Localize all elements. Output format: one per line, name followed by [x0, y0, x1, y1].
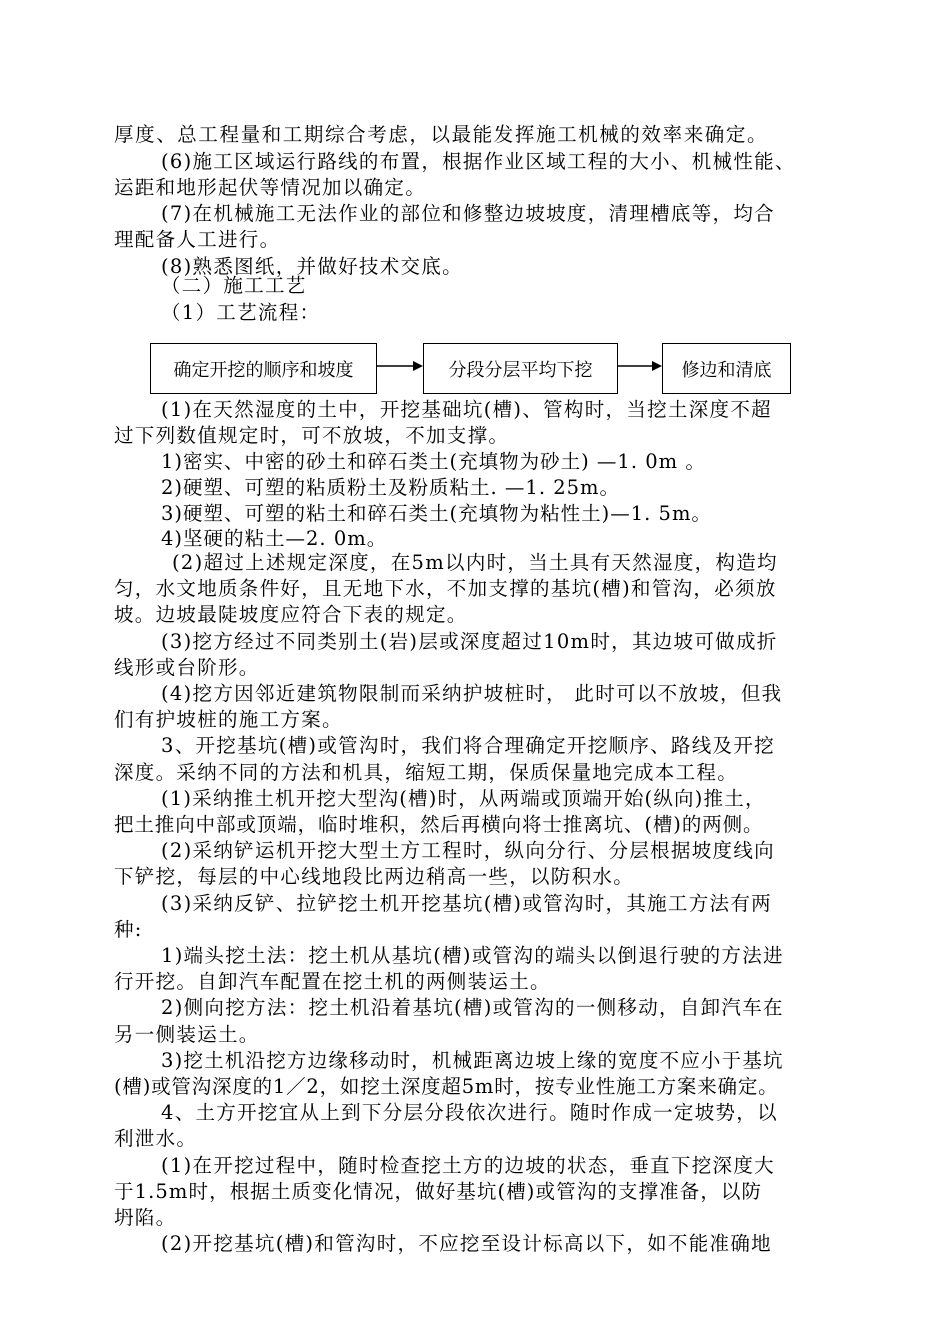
paragraph-line: 3)硬塑、可塑的粘土和碎石类土(充填物为粘性土)—1. 5m。	[161, 502, 712, 525]
paragraph-line: 理配备人工进行。	[114, 228, 281, 251]
paragraph-line: 利泄水。	[114, 1127, 198, 1150]
paragraph-line: 过下列数值规定时，可不放坡，不加支撑。	[114, 424, 510, 447]
paragraph-line: (8)熟悉图纸，并做好技术交底。	[161, 255, 463, 278]
flow-step-2: 分段分层平均下挖	[423, 343, 618, 394]
paragraph-line: 行开挖。自卸汽车配置在挖土机的两侧装运土。	[114, 970, 551, 993]
paragraph-line: (3)采纳反铲、拉铲挖土机开挖基坑(槽)或管沟时，其施工方法有两	[161, 892, 772, 915]
flow-step-3: 修边和清底	[662, 343, 791, 394]
paragraph-line: (6)施工区域运行路线的布置，根据作业区域工程的大小、机械性能、	[161, 150, 796, 173]
paragraph-line: (4)挖方因邻近建筑物限制而采纳护坡桩时， 此时可以不放坡，但我	[161, 682, 783, 705]
paragraph-line: 坍陷。	[114, 1206, 177, 1229]
paragraph-line: (7)在机械施工无法作业的部位和修整边坡坡度，清理槽底等，均合	[161, 202, 775, 225]
flow-arrow-1	[377, 358, 423, 374]
paragraph-line: 下铲挖，每层的中心线地段比两边稍高一些，以防积水。	[114, 865, 635, 888]
subsection-heading: （1）工艺流程：	[161, 301, 321, 324]
paragraph-line: 4)坚硬的粘土—2. 0m。	[161, 527, 388, 550]
paragraph-line: (1)在开挖过程中，随时检查挖土方的边坡的状态，垂直下挖深度大	[161, 1154, 775, 1177]
paragraph-line: 1)密实、中密的砂土和碎石类土(充填物为砂土) —1. 0m 。	[161, 450, 706, 473]
paragraph-line: 种:	[114, 918, 143, 941]
paragraph-line: (2)采纳铲运机开挖大型土方工程时，纵向分行、分层根据坡度线向	[161, 839, 775, 862]
paragraph-line: 匀，水文地质条件好，且无地下水，不加支撑的基坑(槽)和管沟，必须放	[114, 577, 777, 600]
paragraph-line: 2)侧向挖方法：挖土机沿着基坑(槽)或管沟的一侧移动，自卸汽车在	[161, 996, 784, 1019]
flow-step-1: 确定开挖的顺序和坡度	[150, 343, 377, 394]
paragraph-line: 们有护坡桩的施工方案。	[114, 708, 343, 731]
paragraph-line: (槽)或管沟深度的1／2，如挖土深度超5m时，按专业性施工方案来确定。	[114, 1075, 779, 1098]
paragraph-line: 另一侧装运土。	[114, 1023, 260, 1046]
paragraph-line: 3、开挖基坑(槽)或管沟时，我们将合理确定开挖顺序、路线及开挖	[161, 734, 775, 757]
paragraph-line: 运距和地形起伏等情况加以确定。	[114, 176, 427, 199]
paragraph-line: 4、土方开挖宜从上到下分层分段依次进行。随时作成一定坡势，以	[161, 1101, 778, 1124]
paragraph-line: (2)开挖基坑(槽)和管沟时，不应挖至设计标高以下，如不能准确地	[161, 1232, 772, 1255]
paragraph-line: 1)端头挖土法：挖土机从基坑(槽)或管沟的端头以倒退行驶的方法进	[161, 944, 784, 967]
paragraph-line: (3)挖方经过不同类别土(岩)层或深度超过10m时，其边坡可做成折	[161, 630, 778, 653]
paragraph-line: 厚度、总工程量和工期综合考虑，以最能发挥施工机械的效率来确定。	[114, 123, 769, 146]
paragraph-line: (1)在天然湿度的土中，开挖基础坑(槽)、管构时，当挖土深度不超	[161, 398, 772, 421]
paragraph-line: 坡。边坡最陡坡度应符合下表的规定。	[114, 603, 468, 626]
paragraph-line: (2)超过上述规定深度，在5m以内时，当土具有天然湿度，构造均	[172, 551, 778, 574]
section-heading: （二）施工工艺	[161, 274, 307, 297]
paragraph-line: 2)硬塑、可塑的粘质粉土及粉质粘土. —1. 25m。	[161, 476, 621, 499]
paragraph-line: (1)采纳推土机开挖大型沟(槽)时，从两端或顶端开始(纵向)推土，	[161, 787, 766, 810]
paragraph-line: 把土推向中部或顶端，临时堆积，然后再横向将士推离坑、(槽)的两侧。	[114, 813, 764, 836]
paragraph-line: 深度。采纳不同的方法和机具，缩短工期，保质保量地完成本工程。	[114, 761, 739, 784]
paragraph-line: 线形或台阶形。	[114, 656, 260, 679]
flow-arrow-2	[618, 358, 662, 374]
paragraph-line: 3)挖土机沿挖方边缘移动时，机械距离边坡上缘的宽度不应小于基坑	[161, 1049, 784, 1072]
paragraph-line: 于1.5m时，根据土质变化情况，做好基坑(槽)或管沟的支撑准备，以防	[114, 1180, 763, 1203]
